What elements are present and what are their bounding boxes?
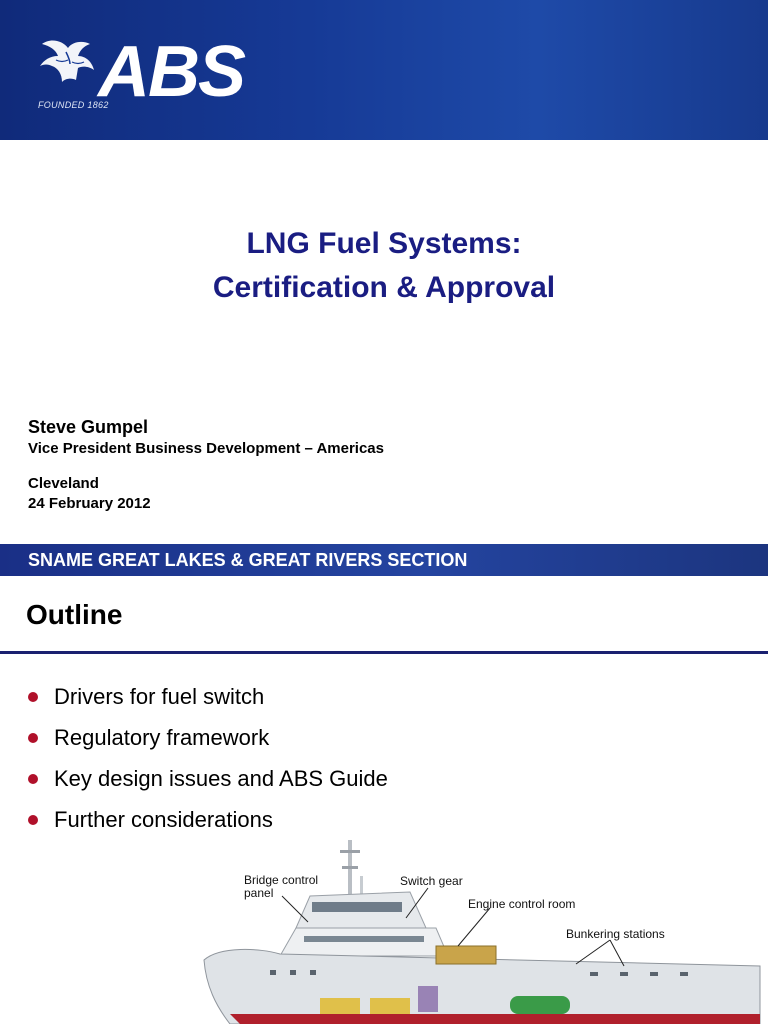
ship-diagram <box>200 836 768 1024</box>
bullet-text: Regulatory framework <box>54 725 270 750</box>
bullet-dot-icon <box>28 733 38 743</box>
presenter-date: 24 February 2012 <box>28 495 151 512</box>
slide-title <box>0 222 768 310</box>
presenter-block <box>28 416 384 514</box>
title-divider <box>0 651 768 654</box>
bullet-text: Further considerations <box>54 807 273 832</box>
list-item <box>26 717 388 758</box>
logo-tagline: FOUNDED 1862 <box>38 100 109 110</box>
label-bunkering-stations: Bunkering stations <box>566 927 665 941</box>
bullet-dot-icon <box>28 815 38 825</box>
title-line-2: Certification & Approval <box>212 271 556 304</box>
label-engine-control-room: Engine control room <box>468 897 576 911</box>
header-band <box>0 0 768 140</box>
label-switch-gear: Switch gear <box>400 874 463 888</box>
ship-illustration <box>200 836 768 1024</box>
bullet-dot-icon <box>28 692 38 702</box>
bullet-text: Key design issues and ABS Guide <box>54 766 388 791</box>
eagle-icon <box>36 34 100 98</box>
outline-slide <box>0 578 768 1024</box>
presenter-name: Steve Gumpel <box>28 417 149 437</box>
bullet-list <box>26 676 388 840</box>
title-line-1: LNG Fuel Systems: <box>246 227 522 260</box>
logo-wordmark: ABS <box>98 32 245 112</box>
list-item <box>26 799 388 840</box>
footer-band <box>0 544 768 576</box>
bullet-text: Drivers for fuel switch <box>54 684 265 709</box>
presenter-location: Cleveland <box>28 475 99 492</box>
list-item <box>26 676 388 717</box>
presenter-role: Vice President Business Development – Americas <box>28 440 384 457</box>
outline-title: Outline <box>26 599 123 630</box>
list-item <box>26 758 388 799</box>
footer-text: SNAME GREAT LAKES & GREAT RIVERS SECTION <box>28 550 468 570</box>
label-bridge-control-panel: Bridge control panel <box>244 873 319 900</box>
abs-logo <box>36 34 266 116</box>
bullet-dot-icon <box>28 774 38 784</box>
